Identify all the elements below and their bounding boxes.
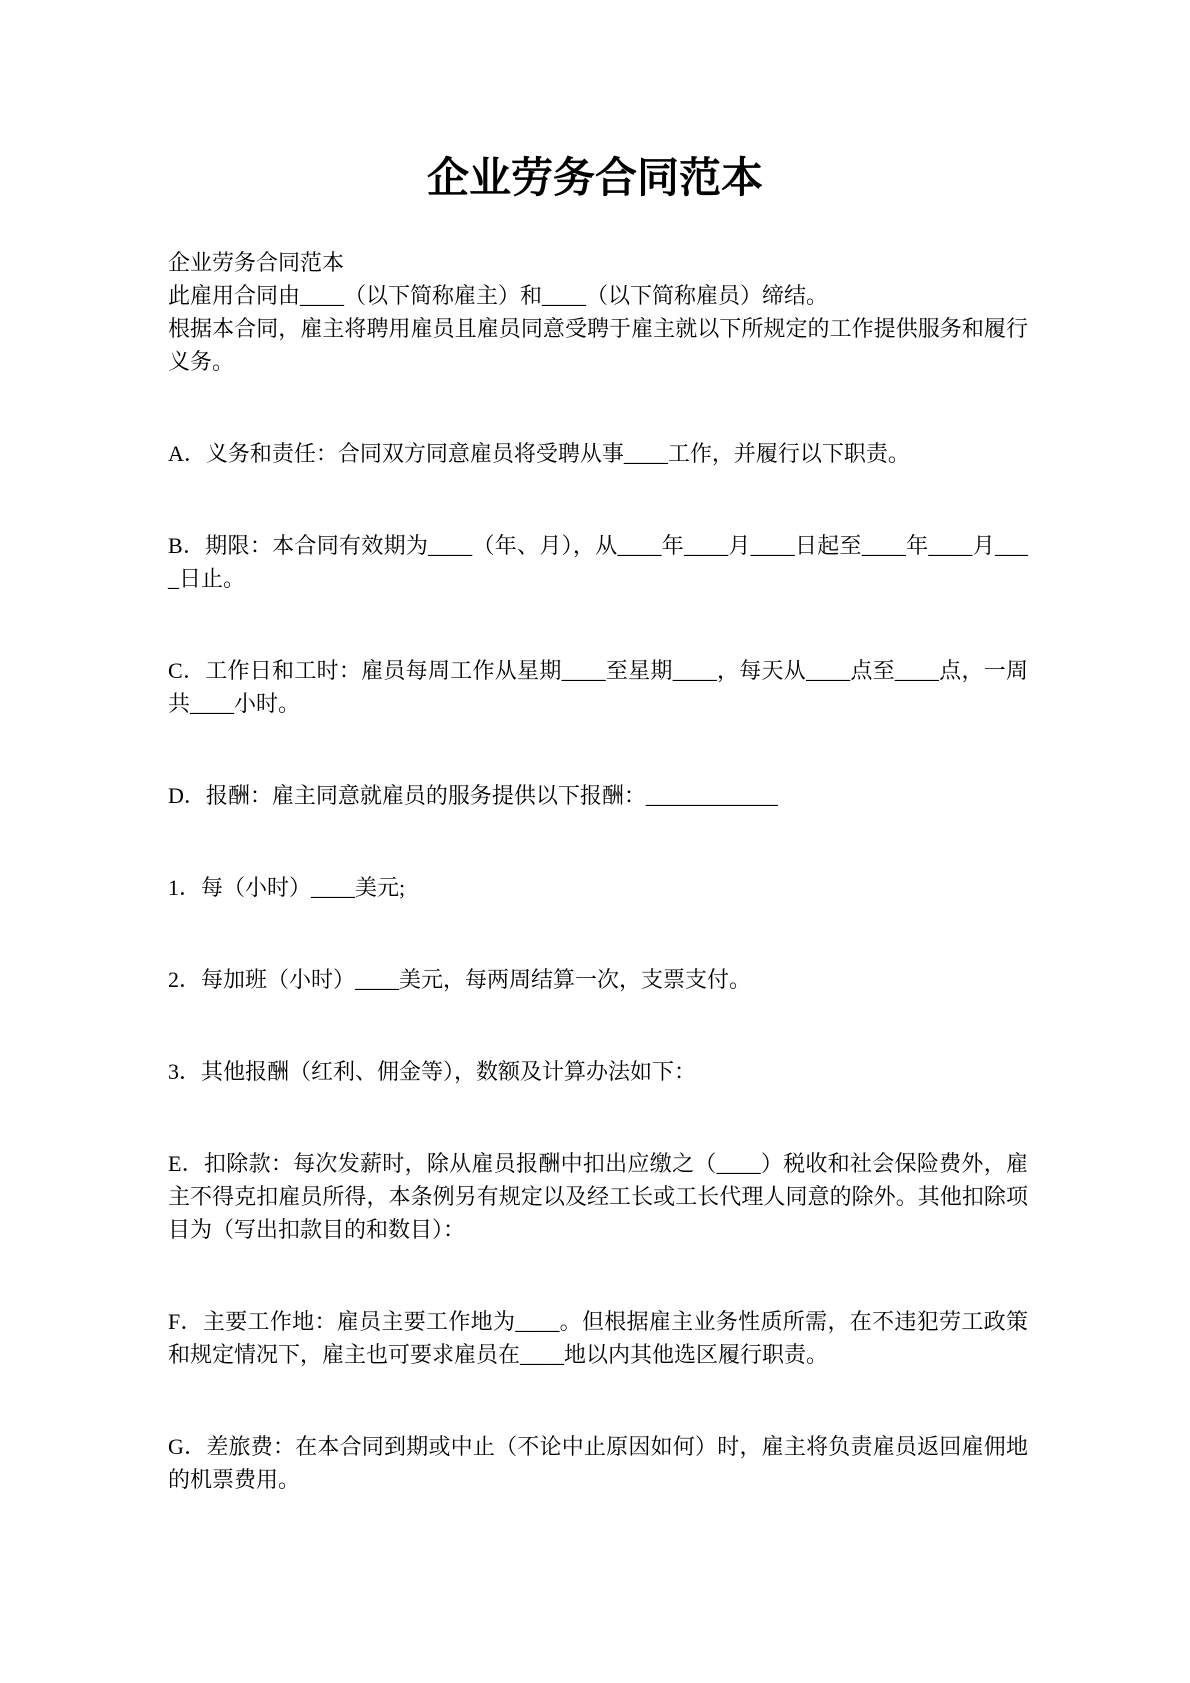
paragraph-section-d	[168, 779, 1028, 812]
text-line: 1．每（小时）____美元;	[168, 875, 406, 900]
paragraph-section-f	[168, 1305, 1028, 1371]
paragraph-item-3	[168, 1055, 1028, 1088]
paragraph-item-1	[168, 871, 1028, 904]
text-line: D．报酬：雇主同意就雇员的服务提供以下报酬：____________	[168, 783, 778, 808]
text-line: 2．每加班（小时）____美元，每两周结算一次，支票支付。	[168, 967, 752, 992]
text-line: B．期限：本合同有效期为____（年、月），从____年____月____日起至____年____月____日止。	[168, 533, 1028, 591]
text-line: E．扣除款：每次发薪时，除从雇员报酬中扣出应缴之（____）税收和社会保险费外，雇主不得克扣雇员所得，本条例另有规定以及经工长或工长代理人同意的除外。其他扣除项目为（写出扣款目的和数目）：	[168, 1151, 1028, 1242]
paragraph-section-e	[168, 1147, 1028, 1246]
text-line: C．工作日和工时：雇员每周工作从星期____至星期____，每天从____点至____点，一周共____小时。	[168, 658, 1028, 716]
paragraph-section-a	[168, 437, 1028, 470]
paragraph-item-2	[168, 963, 1028, 996]
text-line: G．差旅费：在本合同到期或中止（不论中止原因如何）时，雇主将负责雇员返回雇佣地的机票费用。	[168, 1434, 1028, 1492]
paragraph-intro	[168, 246, 1028, 378]
paragraph-section-c	[168, 654, 1028, 720]
paragraph-section-g	[168, 1430, 1028, 1496]
document-body	[168, 246, 1028, 1496]
text-line: 根据本合同，雇主将聘用雇员且雇员同意受聘于雇主就以下所规定的工作提供服务和履行义务。	[168, 316, 1028, 374]
text-line: 企业劳务合同范本	[168, 250, 345, 275]
text-line: 3．其他报酬（红利、佣金等），数额及计算办法如下：	[168, 1059, 697, 1084]
document-title: 企业劳务合同范本	[426, 156, 763, 202]
paragraph-section-b	[168, 529, 1028, 595]
text-line: A．义务和责任：合同双方同意雇员将受聘从事____工作，并履行以下职责。	[168, 441, 910, 466]
text-line: F．主要工作地：雇员主要工作地为____。但根据雇主业务性质所需，在不违犯劳工政策和规定情况下，雇主也可要求雇员在____地以内其他选区履行职责。	[168, 1309, 1028, 1367]
text-line: 此雇用合同由____（以下简称雇主）和____（以下简称雇员）缔结。	[168, 283, 829, 308]
